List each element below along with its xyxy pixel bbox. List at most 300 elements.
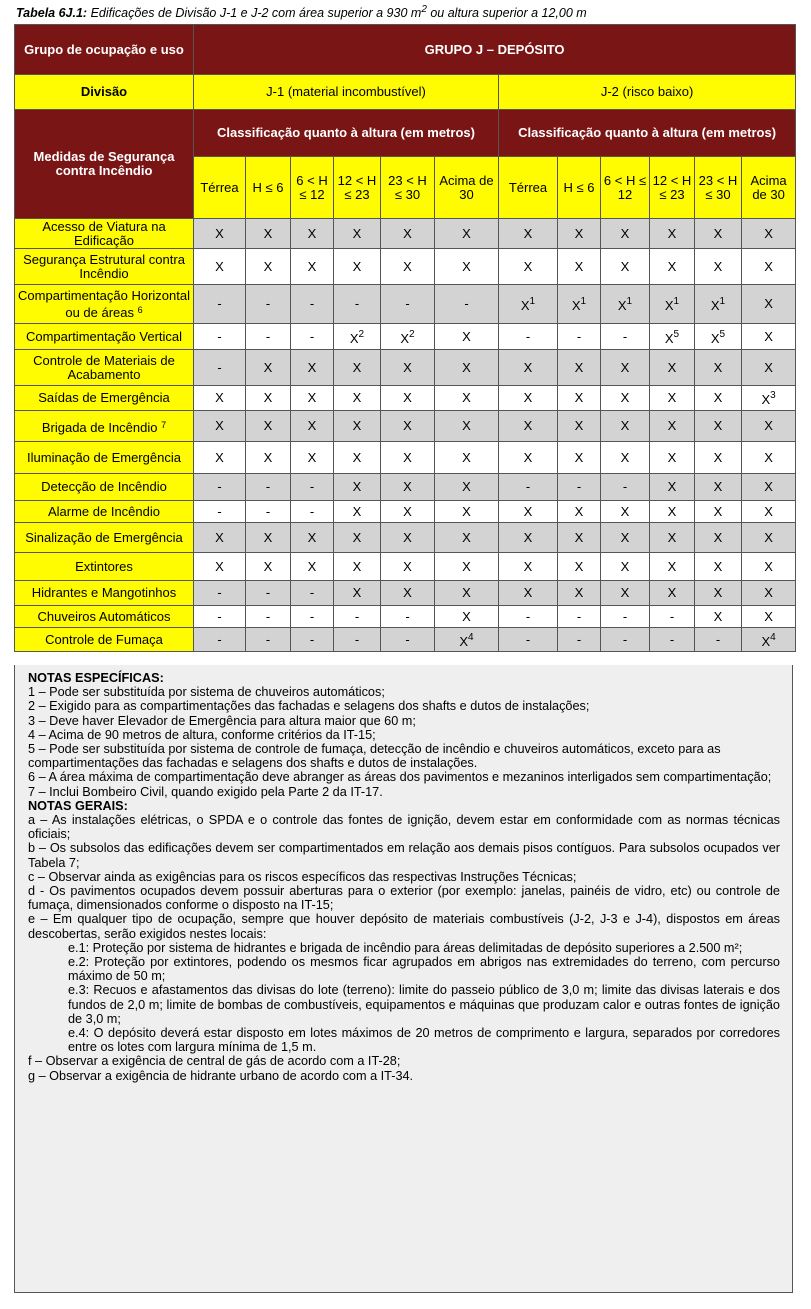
requirement-mark: X <box>215 258 224 274</box>
requirement-cell <box>695 411 742 442</box>
table-row <box>15 285 796 324</box>
requirement-mark: X <box>574 258 584 274</box>
height-col: 23 < H ≤ 30 <box>381 157 435 219</box>
requirement-cell <box>381 219 435 249</box>
requirement-mark: X <box>667 359 677 375</box>
requirement-mark: X <box>574 359 584 375</box>
requirement-cell <box>499 219 558 249</box>
requirement-mark: X <box>667 225 677 241</box>
requirement-mark: - <box>265 585 271 600</box>
requirement-mark: - <box>265 479 271 494</box>
requirement-cell <box>194 474 246 501</box>
requirement-cell <box>435 324 499 350</box>
requirement-cell <box>291 324 334 350</box>
height-col: 6 < H ≤ 12 <box>291 157 334 219</box>
requirement-cell <box>381 523 435 553</box>
requirement-cell <box>334 474 381 501</box>
requirement-cell <box>601 324 650 350</box>
requirement-mark: X <box>620 390 630 405</box>
requirement-cell <box>695 474 742 501</box>
requirement-cell <box>558 628 601 652</box>
caption-label: Tabela 6J.1: <box>16 6 88 21</box>
requirement-cell <box>246 249 291 285</box>
requirement-cell <box>246 324 291 350</box>
table-row <box>15 324 796 350</box>
requirement-cell <box>435 411 499 442</box>
requirement-cell <box>381 442 435 474</box>
requirement-mark: X <box>620 225 630 241</box>
requirement-mark: X <box>620 359 630 375</box>
requirement-cell <box>334 386 381 411</box>
requirement-cell <box>381 553 435 581</box>
requirement-cell <box>291 553 334 581</box>
requirement-mark: X <box>713 390 723 405</box>
table-row <box>15 523 796 553</box>
requirement-mark: - <box>354 631 360 647</box>
requirement-cell <box>650 628 695 652</box>
requirement-cell <box>194 553 246 581</box>
group-label: Grupo de ocupação e uso <box>15 25 194 75</box>
caption-text: Edificações de Divisão J-1 e J-2 com área superior a 930 m <box>90 6 422 21</box>
table-row <box>15 474 796 501</box>
measure-label-text: Saídas de Emergência <box>38 390 170 405</box>
requirement-mark: X <box>263 529 273 545</box>
requirement-cell <box>381 249 435 285</box>
requirement-mark: X <box>667 479 677 494</box>
height-col: Acima de 30 <box>742 157 796 219</box>
requirement-note-ref: 5 <box>673 328 680 340</box>
requirement-mark: X <box>215 390 224 405</box>
requirement-mark: X <box>713 225 723 241</box>
measure-label-text: Sinalização de Emergência <box>25 529 183 545</box>
requirement-cell <box>650 411 695 442</box>
requirement-cell <box>601 606 650 628</box>
requirement-cell <box>742 581 796 606</box>
requirement-mark: X <box>352 359 362 375</box>
requirement-cell <box>742 350 796 386</box>
requirement-mark: - <box>354 608 360 624</box>
note-line: g – Observar a exigência de hidrante urbano de acordo com a IT-34. <box>28 1068 414 1083</box>
requirement-cell <box>650 249 695 285</box>
requirement-cell <box>194 219 246 249</box>
table-row <box>15 628 796 652</box>
requirement-mark: - <box>669 631 675 647</box>
requirement-mark: X <box>667 418 677 433</box>
requirement-mark: X <box>713 258 723 274</box>
measure-label <box>15 386 194 411</box>
requirements-table <box>14 24 796 652</box>
requirement-cell <box>742 249 796 285</box>
requirement-cell <box>435 474 499 501</box>
requirement-mark: - <box>217 296 222 311</box>
requirement-cell <box>742 442 796 474</box>
requirement-mark: - <box>265 608 271 624</box>
requirement-note-ref: 1 <box>580 296 587 307</box>
requirement-cell <box>246 219 291 249</box>
requirement-cell <box>650 523 695 553</box>
requirement-mark: X <box>352 449 362 465</box>
requirement-mark: - <box>309 608 315 624</box>
requirement-cell <box>650 474 695 501</box>
note-line: 5 – Pode ser substituída por sistema de controle de fumaça, detecção de incêndio e chuveiros automáticos, exceto para as compartimentações das fachadas e selagens dos shafts e dutos de instalações. <box>28 742 721 771</box>
requirement-cell <box>558 386 601 411</box>
requirement-cell <box>334 219 381 249</box>
requirement-cell <box>742 474 796 501</box>
requirement-mark: X <box>215 449 224 465</box>
note-line: 1 – Pode ser substituída por sistema de chuveiros automáticos; <box>28 685 385 700</box>
requirement-cell <box>601 442 650 474</box>
requirement-mark: - <box>309 503 315 519</box>
requirement-mark: - <box>405 608 410 624</box>
requirement-mark: - <box>217 585 222 600</box>
requirement-cell <box>499 386 558 411</box>
requirement-cell <box>435 628 499 652</box>
requirement-mark: X <box>352 585 362 600</box>
height-col: 12 < H ≤ 23 <box>334 157 381 219</box>
requirement-cell <box>695 219 742 249</box>
requirement-mark: - <box>622 479 628 494</box>
division-label: Divisão <box>15 75 194 110</box>
requirement-cell <box>381 606 435 628</box>
requirement-cell <box>194 581 246 606</box>
requirement-mark: X <box>403 558 412 574</box>
requirement-mark: X <box>403 529 412 545</box>
requirement-cell <box>291 523 334 553</box>
requirement-cell <box>742 386 796 411</box>
table-caption <box>16 4 587 20</box>
requirement-mark: X <box>764 258 773 274</box>
note-line: 2 – Exigido para as compartimentações das fachadas e selagens dos shafts e dutos de instalações; <box>28 699 590 714</box>
requirement-mark: X <box>307 558 317 574</box>
requirement-cell <box>435 350 499 386</box>
requirement-mark: X <box>215 418 224 433</box>
requirement-mark: X <box>349 330 359 346</box>
requirement-mark: X <box>713 449 723 465</box>
requirement-mark: - <box>622 631 628 647</box>
requirement-mark: X <box>764 503 773 519</box>
requirement-cell <box>499 474 558 501</box>
note-line: e – Em qualquer tipo de ocupação, sempre que houver depósito de materiais combustíveis (J-2, J-3 e J-4), dispostos em áreas descobertas, serão exigidos nestes locais: <box>28 912 780 941</box>
note-line: 6 – A área máxima de compartimentação deve abranger as áreas dos pavimentos e mezaninos interligados sem compartimentação; <box>28 770 772 785</box>
requirement-note-ref: 1 <box>626 296 633 307</box>
requirement-cell <box>650 581 695 606</box>
requirement-cell <box>742 553 796 581</box>
requirement-mark: X <box>403 225 412 241</box>
requirement-cell <box>601 219 650 249</box>
note-line: e.4: O depósito deverá estar disposto em lotes máximos de 20 metros de comprimento e largura, separados por corredores entre os lotes com largura mínima de 1,5 m. <box>68 1026 780 1055</box>
requirement-mark: X <box>400 330 410 346</box>
requirement-mark: X <box>352 225 362 241</box>
measure-label-note: 7 <box>161 419 167 430</box>
measure-label <box>15 350 194 386</box>
requirement-mark: - <box>576 328 582 344</box>
requirement-cell <box>246 474 291 501</box>
requirement-cell <box>601 249 650 285</box>
requirement-mark: X <box>352 418 362 433</box>
requirement-cell <box>499 501 558 523</box>
requirement-cell <box>435 285 499 324</box>
measure-label-text: Detecção de Incêndio <box>41 479 167 494</box>
note-line: c – Observar ainda as exigências para os riscos específicos das respectivas Instruções Técnicas; <box>28 869 577 884</box>
requirement-mark: X <box>215 225 224 241</box>
requirement-cell <box>601 386 650 411</box>
requirement-cell <box>246 442 291 474</box>
requirement-mark: X <box>352 529 362 545</box>
table-row <box>15 411 796 442</box>
requirement-mark: X <box>459 633 469 649</box>
requirement-cell <box>194 386 246 411</box>
requirement-cell <box>742 219 796 249</box>
requirement-mark: X <box>462 608 471 624</box>
requirement-cell <box>558 553 601 581</box>
requirement-mark: X <box>462 328 471 344</box>
requirement-cell <box>499 553 558 581</box>
requirement-cell <box>558 285 601 324</box>
requirement-mark: - <box>576 608 582 624</box>
requirement-mark: X <box>523 529 533 545</box>
measures-label: Medidas de Segurança contra Incêndio <box>15 110 194 219</box>
requirement-cell <box>291 581 334 606</box>
height-col: Acima de 30 <box>435 157 499 219</box>
requirement-mark: - <box>464 296 469 311</box>
measure-label <box>15 581 194 606</box>
requirement-mark: X <box>764 558 773 574</box>
requirement-mark: X <box>352 503 362 519</box>
requirement-cell <box>742 324 796 350</box>
requirement-mark: X <box>462 449 471 465</box>
requirement-mark: X <box>574 225 584 241</box>
table-row <box>15 442 796 474</box>
height-col: 23 < H ≤ 30 <box>695 157 742 219</box>
requirement-cell <box>246 411 291 442</box>
requirement-mark: X <box>523 225 533 241</box>
requirement-mark: X <box>523 585 533 600</box>
requirement-cell <box>246 386 291 411</box>
measure-label <box>15 474 194 501</box>
requirement-cell <box>650 219 695 249</box>
note-line: e.2: Proteção por extintores, podendo os mesmos ficar agrupados em abrigos nas extremidades do terreno, com percurso máximo de 50 m; <box>68 955 780 984</box>
requirement-cell <box>194 628 246 652</box>
requirement-mark: X <box>307 258 317 274</box>
requirement-mark: X <box>667 390 677 405</box>
requirement-cell <box>499 581 558 606</box>
requirement-note-ref: 4 <box>770 631 776 643</box>
requirement-mark: - <box>265 296 271 311</box>
requirement-cell <box>742 606 796 628</box>
requirement-cell <box>558 249 601 285</box>
table-row <box>15 249 796 285</box>
requirement-cell <box>650 285 695 324</box>
note-line: a – As instalações elétricas, o SPDA e o controle das fontes de ignição, devem estar em conformidade com as normas técnicas oficiais; <box>28 813 780 842</box>
notes-general-end-list <box>28 1054 780 1082</box>
requirement-mark: - <box>576 479 582 494</box>
measure-label-text: Hidrantes e Mangotinhos <box>31 585 177 600</box>
requirement-cell <box>742 523 796 553</box>
requirement-mark: X <box>667 449 677 465</box>
requirement-cell <box>194 324 246 350</box>
requirement-mark: X <box>462 479 471 494</box>
requirement-mark: - <box>715 631 721 647</box>
requirement-cell <box>291 386 334 411</box>
requirement-mark: X <box>574 558 584 574</box>
requirement-mark: X <box>713 359 723 375</box>
requirement-cell <box>650 606 695 628</box>
requirement-cell <box>246 606 291 628</box>
table-row <box>15 386 796 411</box>
requirement-cell <box>435 606 499 628</box>
requirement-cell <box>650 442 695 474</box>
note-line: d - Os pavimentos ocupados devem possuir aberturas para o exterior (por exemplo: janelas, painéis de vidro, etc) ou controle de fumaça, dimensionados conforme o disposto na IT-15; <box>28 884 780 913</box>
measure-label <box>15 285 194 324</box>
requirement-mark: X <box>764 418 773 433</box>
requirement-mark: - <box>309 479 315 494</box>
measure-label-text: Chuveiros Automáticos <box>37 608 171 624</box>
requirement-mark: - <box>525 328 531 344</box>
measure-label <box>15 219 194 249</box>
requirement-mark: - <box>217 359 222 375</box>
notes-general-list <box>28 813 780 941</box>
measure-label <box>15 523 194 553</box>
requirement-cell <box>558 411 601 442</box>
table-row <box>15 219 796 249</box>
requirement-cell <box>601 350 650 386</box>
requirement-cell <box>435 581 499 606</box>
measure-label-text: Controle de Fumaça <box>45 631 163 647</box>
note-line: 3 – Deve haver Elevador de Emergência para altura maior que 60 m; <box>28 713 416 728</box>
requirement-mark: X <box>761 392 771 407</box>
requirement-cell <box>742 501 796 523</box>
class-j1: Classificação quanto à altura (em metros) <box>194 110 499 157</box>
requirement-cell <box>194 501 246 523</box>
requirement-mark: - <box>525 631 531 647</box>
requirement-mark: X <box>764 529 773 545</box>
requirement-mark: X <box>263 225 273 241</box>
requirement-mark: X <box>713 529 723 545</box>
measure-label-text: Iluminação de Emergência <box>27 449 181 465</box>
requirement-mark: - <box>525 608 531 624</box>
requirement-mark: X <box>764 585 773 600</box>
requirement-cell <box>695 553 742 581</box>
requirement-cell <box>695 324 742 350</box>
requirement-cell <box>334 350 381 386</box>
requirement-mark: X <box>523 558 533 574</box>
requirement-cell <box>558 606 601 628</box>
measure-label-text: Acesso de Viatura na Edificação <box>42 218 166 248</box>
requirement-mark: - <box>217 503 222 519</box>
requirement-mark: X <box>574 585 584 600</box>
requirement-cell <box>381 581 435 606</box>
requirement-mark: X <box>352 258 362 274</box>
requirement-cell <box>246 285 291 324</box>
requirement-mark: X <box>713 585 723 600</box>
requirement-cell <box>194 285 246 324</box>
requirement-mark: X <box>263 558 273 574</box>
requirement-cell <box>381 628 435 652</box>
requirement-cell <box>558 324 601 350</box>
requirement-mark: X <box>713 503 723 519</box>
requirement-mark: X <box>307 418 317 433</box>
measure-label-text: Compartimentação Vertical <box>25 328 183 344</box>
requirement-mark: X <box>263 258 273 274</box>
requirement-cell <box>291 219 334 249</box>
requirement-cell <box>291 606 334 628</box>
division-j1: J-1 (material incombustível) <box>194 75 499 110</box>
requirement-cell <box>601 474 650 501</box>
requirement-note-ref: 1 <box>673 296 680 307</box>
requirement-cell <box>194 350 246 386</box>
table-row <box>15 501 796 523</box>
requirement-note-ref: 5 <box>719 328 726 340</box>
requirement-cell <box>246 501 291 523</box>
requirement-cell <box>650 501 695 523</box>
requirement-mark: X <box>215 558 224 574</box>
requirement-cell <box>695 628 742 652</box>
note-line: b – Os subsolos das edificações devem ser compartimentados em relação aos demais pisos contíguos. Para subsolos ocupados ver Tabela 7; <box>28 841 780 870</box>
requirement-cell <box>695 442 742 474</box>
requirement-cell <box>435 553 499 581</box>
requirement-cell <box>334 523 381 553</box>
measure-label <box>15 442 194 474</box>
requirement-mark: X <box>462 258 471 274</box>
requirement-cell <box>499 350 558 386</box>
requirement-mark: - <box>309 296 315 311</box>
requirement-mark: X <box>710 330 720 346</box>
requirement-mark: - <box>217 328 222 344</box>
requirement-mark: - <box>309 631 315 647</box>
requirement-cell <box>558 581 601 606</box>
requirement-cell <box>435 442 499 474</box>
requirement-cell <box>499 249 558 285</box>
requirement-cell <box>695 501 742 523</box>
requirement-mark: X <box>523 359 533 375</box>
measure-label <box>15 249 194 285</box>
requirement-note-ref: 2 <box>409 328 415 340</box>
requirement-mark: - <box>354 296 360 311</box>
requirement-mark: X <box>571 298 581 313</box>
requirement-cell <box>246 523 291 553</box>
requirement-note-ref: 1 <box>719 296 726 307</box>
requirement-mark: X <box>307 390 317 405</box>
requirement-cell <box>291 350 334 386</box>
requirement-cell <box>291 285 334 324</box>
requirement-mark: X <box>713 479 723 494</box>
requirement-cell <box>435 386 499 411</box>
requirement-cell <box>742 628 796 652</box>
height-col: Térrea <box>499 157 558 219</box>
height-col: Térrea <box>194 157 246 219</box>
requirement-cell <box>194 442 246 474</box>
requirement-cell <box>194 523 246 553</box>
requirement-mark: X <box>403 359 412 375</box>
requirement-cell <box>435 501 499 523</box>
requirement-cell <box>695 606 742 628</box>
requirement-mark: X <box>664 298 674 313</box>
requirement-cell <box>291 442 334 474</box>
requirement-cell <box>246 628 291 652</box>
group-value: GRUPO J – DEPÓSITO <box>194 25 796 75</box>
measure-label <box>15 411 194 442</box>
requirement-cell <box>381 501 435 523</box>
requirement-cell <box>695 249 742 285</box>
note-line: e.3: Recuos e afastamentos das divisas do lote (terreno): limite do passeio público de 3,0 m; limite das divisas laterais e dos fundos de 2,0 m; limite de bombas de combustíveis, equipamentos e máquinas que produzam calor e outras fontes de ignição de 3,0 m; <box>68 983 780 1026</box>
requirement-mark: X <box>764 479 773 494</box>
requirement-mark: X <box>667 529 677 545</box>
requirement-cell <box>558 523 601 553</box>
requirement-mark: X <box>620 585 630 600</box>
requirement-note-ref: 4 <box>468 631 474 643</box>
requirement-cell <box>499 411 558 442</box>
requirement-mark: X <box>352 390 362 405</box>
